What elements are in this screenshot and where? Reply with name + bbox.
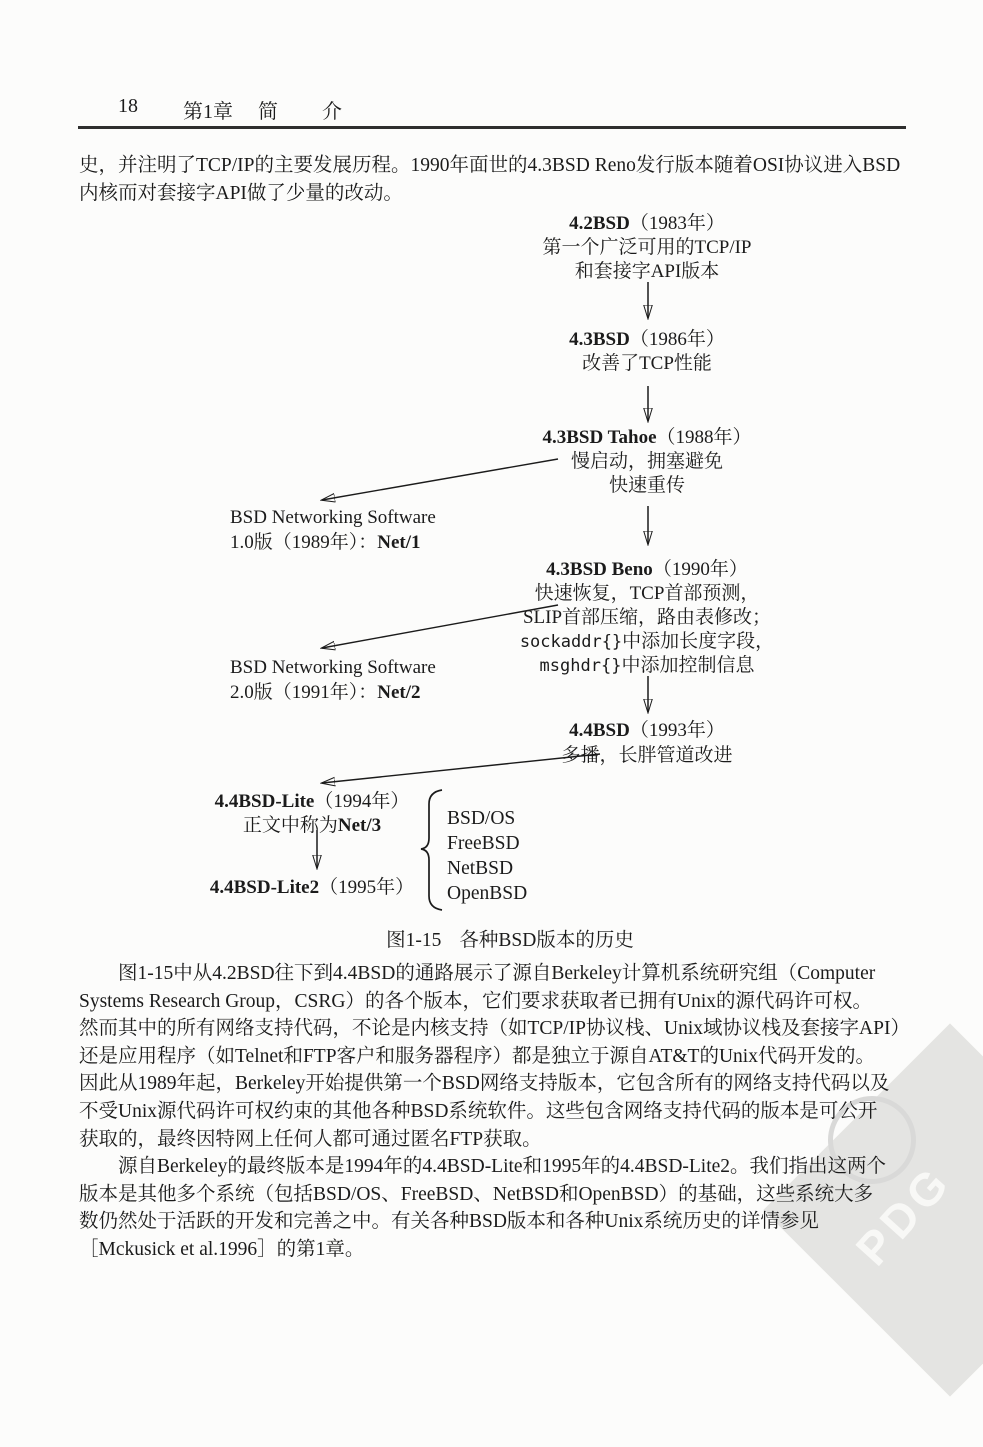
chapter-title: 简 介 — [258, 101, 354, 123]
net2-label: Net/2 — [377, 682, 421, 703]
watermark-text: PDG — [845, 1154, 962, 1276]
body-paragraph-1 — [79, 960, 913, 1153]
derived-system-item: BSD/OS — [447, 808, 516, 829]
derived-system-item: FreeBSD — [447, 833, 520, 854]
node-line — [215, 814, 410, 838]
net3-label: Net/3 — [337, 815, 382, 836]
node-4-4bsd-lite — [215, 790, 410, 838]
node-line: 慢启动，拥塞避免 — [570, 451, 723, 472]
node-4-3bsd-beno — [520, 558, 774, 678]
node-4-4bsd-lite2 — [210, 876, 414, 900]
node-line: BSD Networking Software — [230, 657, 436, 678]
node-4-3bsd — [569, 328, 725, 376]
node-title: 4.3BSD Beno — [546, 559, 653, 580]
node-line-text: 1.0版（1989年）： — [230, 532, 378, 553]
node-title-line — [542, 426, 751, 450]
node-line-text: 正文中称为 — [242, 815, 338, 836]
text-line: 然而其中的所有网络支持代码，不论是内核支持（如TCP/IP协议栈、Unix域协议栈及套接字API） — [79, 1018, 910, 1040]
node-title: 4.2BSD — [569, 213, 630, 234]
derived-system-item: OpenBSD — [447, 883, 528, 904]
node-title-line — [542, 212, 751, 236]
header-rule — [78, 126, 906, 129]
text-line: 获取的，最终因特网上任何人都可通过匿名FTP获取。 — [79, 1128, 542, 1150]
node-line: 多播，长胖管道改进 — [561, 745, 733, 766]
node-title: 4.3BSD — [569, 329, 630, 350]
text-line: 数仍然处于活跃的开发和完善之中。有关各种BSD版本和各种Unix系统历史的详情参见 — [79, 1211, 819, 1233]
node-line — [520, 654, 774, 678]
node-line-text: 2.0版（1991年）： — [230, 682, 378, 703]
node-net1 — [230, 505, 436, 555]
node-line: 和套接字API版本 — [574, 261, 720, 282]
node-line-text: 中添加长度字段， — [622, 631, 775, 652]
figure-caption-label: 图1-15 — [386, 930, 442, 951]
page-number: 18 — [118, 95, 138, 117]
node-title: 4.3BSD Tahoe — [542, 427, 657, 448]
node-year: （1995年） — [319, 877, 415, 898]
node-title-line — [569, 328, 725, 352]
node-title: 4.4BSD-Lite — [214, 791, 315, 812]
text-line: 还是应用程序（如Telnet和FTP客户和服务器程序）都是独立于源自AT&T的Unix代码开发的。 — [79, 1045, 875, 1067]
node-4-4bsd — [561, 718, 732, 768]
node-year: （1986年） — [629, 329, 725, 350]
node-year: （1993年） — [629, 720, 725, 741]
text-line: 版本是其他多个系统（包括BSD/OS、FreeBSD、NetBSD和OpenBSD）的基础，这些系统大多 — [79, 1183, 874, 1205]
node-line: 快速重传 — [608, 475, 685, 496]
node-4-2bsd — [542, 212, 751, 284]
node-line: SLIP首部压缩，路由表修改； — [522, 607, 772, 628]
node-title: 4.4BSD-Lite2 — [209, 877, 320, 898]
text-line: 内核而对套接字API做了少量的改动。 — [79, 182, 403, 204]
text-line: 不受Unix源代码许可权约束的其他各种BSD系统软件。这些包含网络支持代码的版本是可公开 — [79, 1100, 878, 1122]
text-line: 史，并注明了TCP/IP的主要发展历程。1990年面世的4.3BSD Reno发行版本随着OSI协议进入BSD — [79, 155, 901, 176]
derived-system-item: NetBSD — [447, 858, 514, 879]
node-line: 快速恢复，TCP首部预测， — [534, 583, 760, 604]
text-line: 因此从1989年起，Berkeley开始提供第一个BSD网络支持版本，它包含所有的网络支持代码以及 — [79, 1073, 890, 1095]
node-title-line — [210, 876, 414, 900]
arrow-44bsd-lite — [322, 754, 600, 783]
node-net2 — [230, 655, 436, 705]
node-line-text: 中添加控制信息 — [621, 655, 755, 676]
text-line: ［Mckusick et al.1996］的第1章。 — [79, 1238, 365, 1260]
text-line: 图1-15中从4.2BSD往下到4.4BSD的通路展示了源自Berkeley计算机系统研究组（Computer — [79, 963, 876, 984]
node-year: （1988年） — [656, 427, 752, 448]
code-sockaddr: sockaddr{} — [519, 632, 623, 652]
node-title-line — [215, 790, 410, 814]
derived-systems-brace — [421, 790, 442, 910]
node-title-line — [561, 718, 732, 743]
body-paragraph-2 — [79, 1153, 913, 1263]
node-line — [520, 630, 774, 654]
node-line: 改善了TCP性能 — [582, 353, 712, 374]
node-line: 第一个广泛可用的TCP/IP — [542, 237, 752, 258]
figure-caption-text: 各种BSD版本的历史 — [459, 930, 634, 951]
node-year: （1983年） — [629, 213, 725, 234]
code-msghdr: msghdr{} — [539, 656, 622, 676]
text-line: 源自Berkeley的最终版本是1994年的4.4BSD-Lite和1995年的4.4BSD-Lite2。我们指出这两个 — [79, 1156, 887, 1177]
node-title: 4.4BSD — [569, 720, 630, 741]
net1-label: Net/1 — [377, 532, 421, 553]
figure-caption — [70, 924, 950, 952]
text-line: Systems Research Group，CSRG）的各个版本，它们要求获取者已拥有Unix的源代码许可权。 — [79, 990, 872, 1012]
node-4-3bsd-tahoe — [542, 426, 751, 498]
node-line — [230, 530, 436, 555]
intro-paragraph — [79, 152, 913, 207]
node-year: （1990年） — [652, 559, 748, 580]
derived-systems-list — [447, 806, 527, 906]
arrow-tahoe-net1 — [322, 459, 558, 500]
node-title-line — [520, 558, 774, 582]
chapter-label: 第1章 — [183, 101, 233, 123]
node-line: BSD Networking Software — [230, 507, 436, 528]
node-line — [230, 680, 436, 705]
node-year: （1994年） — [314, 791, 410, 812]
